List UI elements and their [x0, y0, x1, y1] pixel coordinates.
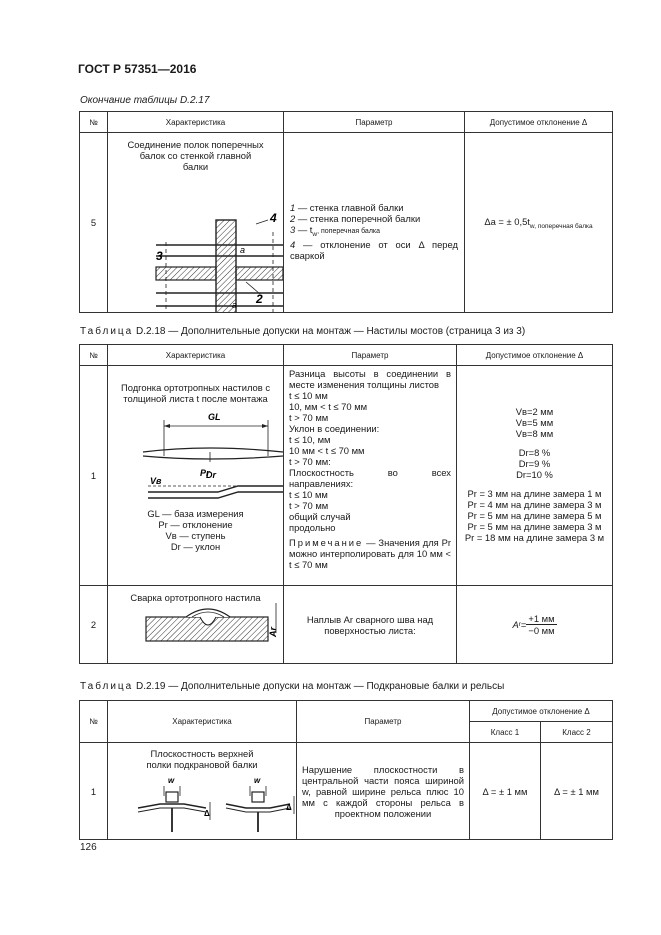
characteristic-cell	[108, 586, 284, 664]
param-line: 10, мм < t ≤ 70 мм	[289, 401, 368, 412]
class-2-cell: Δ = ± 1 мм	[541, 743, 613, 840]
col-characteristic: Характеристика	[108, 112, 284, 133]
parameter-cell	[297, 743, 470, 840]
col-characteristic: Характеристика	[108, 701, 297, 743]
note-label: Примечание	[289, 537, 364, 548]
note-text: — Значения для Pr можно интерполировать для 10 мм < t ≤ 70 мм	[289, 537, 451, 570]
param-subscript: w	[312, 230, 318, 238]
fig-label-2: 2	[256, 292, 263, 306]
parameter-cell	[284, 366, 457, 586]
characteristic-text: Плоскостность верхней полки подкрановой балки	[146, 748, 258, 770]
deviation-line: Pr = 5 мм на длине замера 3 м	[467, 521, 602, 532]
fig-label-w-right: w	[254, 776, 261, 785]
col-parameter: Параметр	[297, 701, 470, 743]
param-text: , поперечная балка	[317, 227, 381, 235]
table-caption	[80, 326, 525, 337]
param-line: Уклон в соединении:	[289, 423, 380, 434]
weld-joint-figure	[108, 172, 283, 312]
page-number: 126	[80, 842, 97, 853]
deviation-subscript: w, поперечная балка	[529, 222, 593, 230]
param-index: 2	[290, 212, 296, 224]
fig-label-delta-left: Δ	[204, 809, 210, 818]
param-text: — стенка поперечной балки	[295, 212, 421, 224]
deviation-equals: =	[520, 619, 527, 630]
deviation-cell	[457, 586, 613, 664]
param-line: Разница высоты в соединении в месте изменения толщины листов	[289, 368, 451, 390]
characteristic-text: Соединение полок поперечных балок со стенкой главной балки	[127, 139, 264, 172]
col-deviation: Допустимое отклонение Δ	[457, 345, 613, 366]
table-header-row	[80, 112, 613, 133]
col-number: №	[80, 701, 108, 743]
deviation-line: Vв=8 мм	[515, 428, 554, 439]
param-index: 3	[290, 223, 296, 235]
fig-label-3: 3	[156, 249, 163, 263]
param-line: t > 70 мм	[289, 412, 329, 423]
param-line: 10 мм < t ≤ 70 мм	[289, 445, 365, 456]
param-line: общий случай	[289, 511, 351, 522]
param-line: t ≤ 10 мм	[289, 489, 328, 500]
table-d217	[79, 111, 613, 313]
param-line-4	[290, 239, 458, 261]
class-1-cell: Δ = ± 1 мм	[470, 743, 541, 840]
col-class-1: Класс 1	[470, 722, 541, 743]
table-caption: Окончание таблицы D.2.17	[80, 95, 210, 106]
table-d218	[79, 344, 613, 664]
col-number: №	[80, 345, 108, 366]
deviation-subscript: r	[518, 621, 521, 628]
col-parameter: Параметр	[284, 112, 465, 133]
crane-girder-figure	[108, 770, 296, 832]
fig-label-a-top: a	[240, 245, 246, 255]
deviation-line: Pr = 4 мм на длине замера 3 м	[467, 499, 602, 510]
fig-label-ar: Ar	[268, 626, 278, 637]
table-row	[80, 586, 613, 664]
param-note	[289, 537, 451, 570]
caption-prefix: Таблица	[80, 326, 134, 337]
deck-plate-figure	[108, 404, 283, 508]
fraction	[526, 613, 556, 636]
characteristic-cell	[108, 366, 284, 586]
param-text: — стенка главной балки	[295, 201, 404, 213]
col-characteristic: Характеристика	[108, 345, 284, 366]
characteristic-text: Подгонка ортотропных настилов с толщиной листа t после монтажа	[120, 382, 271, 404]
param-text: Нарушение плоскостности в центральной части пояса шириной w, равной ширине рельса плюс 10 мм с каждой стороны рельса в проектном положении	[302, 763, 464, 819]
legend-item: Dr — уклон	[170, 541, 221, 552]
param-line: t ≤ 10 мм	[289, 390, 328, 401]
fig-label-vb: Vв	[150, 476, 162, 486]
deviation-symbol: A	[512, 619, 519, 630]
table-row	[80, 133, 613, 313]
param-line: t ≤ 10, мм	[289, 434, 331, 445]
characteristic-cell	[108, 133, 284, 313]
param-index: 1	[290, 201, 296, 213]
deviation-line: Dr=10 %	[516, 469, 553, 480]
table-row	[80, 366, 613, 586]
row-number: 1	[80, 743, 108, 840]
legend-item: Vв — ступень	[165, 530, 226, 541]
document-header: ГОСТ Р 57351—2016	[78, 62, 197, 76]
col-deviation: Допустимое отклонение Δ	[465, 112, 613, 133]
deviation-cell	[465, 133, 613, 313]
deviation-line: Dr=9 %	[518, 458, 551, 469]
fig-label-4: 4	[270, 211, 277, 225]
characteristic-cell	[108, 743, 297, 840]
param-line-3	[290, 224, 458, 240]
param-line: t > 70 мм:	[289, 456, 331, 467]
row-number: 2	[80, 586, 108, 664]
param-line-2	[290, 213, 458, 224]
param-text: — отклонение от оси Δ перед сваркой	[290, 239, 458, 262]
table-header-row	[80, 701, 613, 722]
row-number: 5	[80, 133, 108, 313]
col-class-2: Класс 2	[541, 722, 613, 743]
table-d219	[79, 700, 613, 840]
figure-legend	[108, 508, 283, 552]
deviation-fraction	[512, 613, 556, 636]
fig-label-pr: Pr	[200, 468, 210, 478]
param-index: 4	[290, 239, 296, 251]
col-parameter: Параметр	[284, 345, 457, 366]
param-line: продольно	[289, 522, 336, 533]
caption-prefix: Таблица	[80, 681, 134, 692]
parameter-cell	[284, 133, 465, 313]
col-deviation: Допустимое отклонение Δ	[470, 701, 613, 722]
legend-item: Pr — отклонение	[158, 519, 233, 530]
fig-label-dr: Dr	[206, 470, 217, 480]
fraction-denominator: −0 мм	[528, 625, 555, 636]
fig-label-delta-right: Δ	[286, 803, 292, 812]
deviation-cell	[457, 366, 613, 586]
param-line: Плоскостность во всех направлениях:	[289, 467, 451, 489]
legend-item: GL — база измерения	[147, 508, 244, 519]
fig-label-gl: GL	[208, 412, 221, 422]
deviation-line: Vв=5 мм	[515, 417, 554, 428]
param-line: t > 70 мм	[289, 500, 329, 511]
col-number: №	[80, 112, 108, 133]
parameter-cell	[284, 586, 457, 664]
deviation-line: Pr = 3 мм на длине замера 1 м	[467, 488, 602, 499]
fraction-numerator: +1 мм	[528, 613, 555, 624]
fig-label-w-left: w	[168, 776, 175, 785]
characteristic-text: Сварка ортотропного настила	[130, 592, 261, 603]
deviation-line: Vв=2 мм	[515, 406, 554, 417]
param-text: Наплыв Ar сварного шва над поверхностью листа:	[306, 613, 434, 636]
deviation-line: Dr=8 %	[518, 447, 551, 458]
param-line-1	[290, 202, 458, 213]
deviation-value: Δa = ± 0,5t	[484, 215, 530, 227]
weld-bead-figure	[108, 603, 283, 653]
deviation-line: Pr = 5 мм на длине замера 5 м	[467, 510, 602, 521]
deviation-line: Pr = 18 мм на длине замера 3 м	[464, 532, 605, 543]
param-text: — t	[295, 223, 313, 235]
caption-text: D.2.18 — Дополнительные допуски на монтаж — Настилы мостов (страница 3 из 3)	[133, 326, 526, 337]
row-number: 1	[80, 366, 108, 586]
caption-text: D.2.19 — Дополнительные допуски на монтаж — Подкрановые балки и рельсы	[133, 681, 505, 692]
fig-label-a-bottom: a	[232, 300, 238, 310]
table-caption	[80, 681, 504, 692]
table-row	[80, 743, 613, 840]
table-header-row	[80, 345, 613, 366]
